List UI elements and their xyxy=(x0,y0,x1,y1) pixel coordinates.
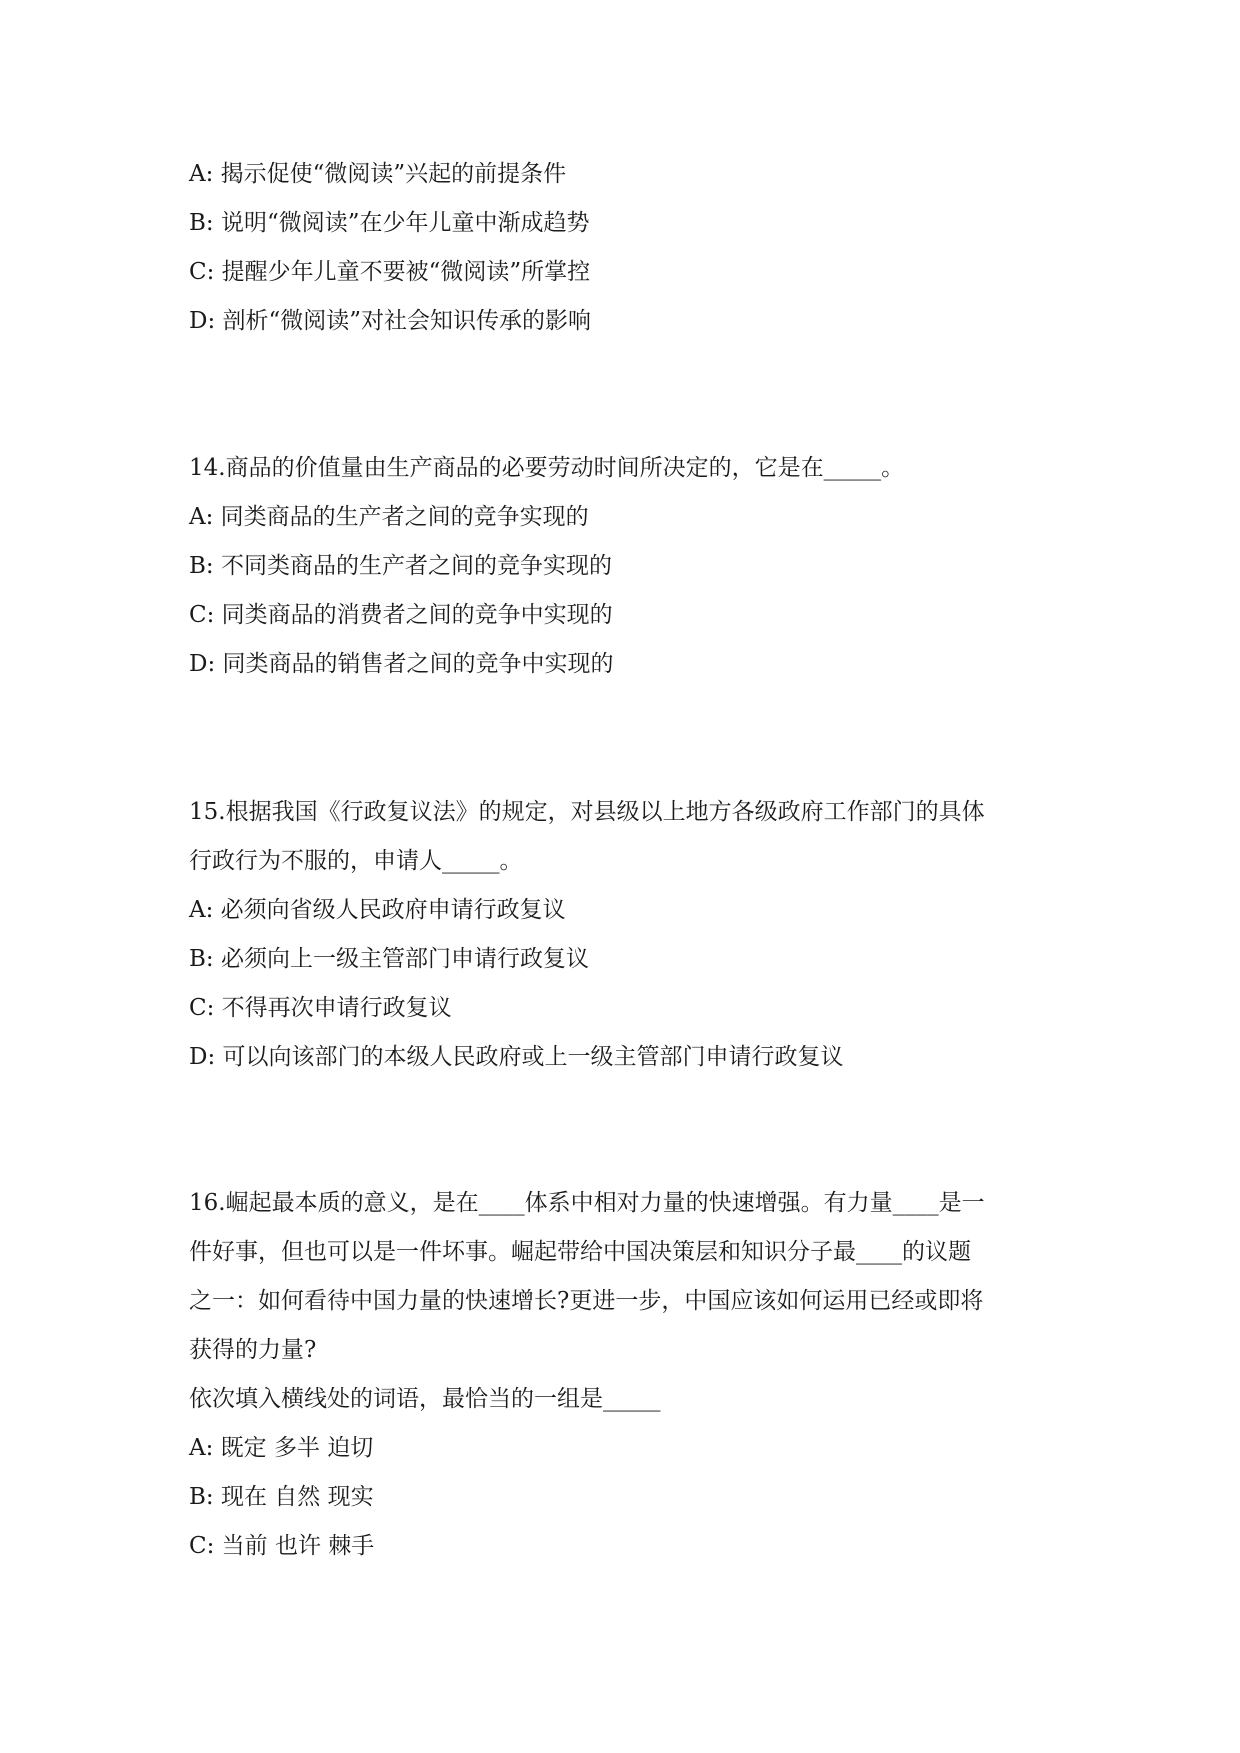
question-16-stem-line-4: 获得的力量? xyxy=(189,1337,317,1363)
question-16-stem-line-3: 之一：如何看待中国力量的快速增长?更进一步，中国应该如何运用已经或即将 xyxy=(189,1288,984,1314)
question-16-instruction: 依次填入横线处的词语，最恰当的一组是_____ xyxy=(189,1386,661,1412)
option-a[interactable]: A: 必须向省级人民政府申请行政复议 xyxy=(189,897,566,923)
question-14-stem: 14.商品的价值量由生产商品的必要劳动时间所决定的，它是在_____。 xyxy=(189,455,905,481)
option-a[interactable]: A: 同类商品的生产者之间的竞争实现的 xyxy=(189,504,589,530)
question-15 xyxy=(189,788,1069,1082)
option-c[interactable]: C: 不得再次申请行政复议 xyxy=(189,995,452,1021)
option-a[interactable]: A: 揭示促使“微阅读”兴起的前提条件 xyxy=(189,161,567,187)
option-c[interactable]: C: 同类商品的消费者之间的竞争中实现的 xyxy=(189,602,613,628)
question-16-stem-line-2: 件好事，但也可以是一件坏事。崛起带给中国决策层和知识分子最____的议题 xyxy=(189,1239,971,1265)
option-c[interactable]: C: 当前 也许 棘手 xyxy=(189,1533,375,1559)
question-15-stem-line-1: 15.根据我国《行政复议法》的规定，对县级以上地方各级政府工作部门的具体 xyxy=(189,799,985,825)
previous-question-options xyxy=(189,150,1069,346)
option-d[interactable]: D: 同类商品的销售者之间的竞争中实现的 xyxy=(189,651,614,677)
option-d[interactable]: D: 剖析“微阅读”对社会知识传承的影响 xyxy=(189,308,592,334)
option-b[interactable]: B: 现在 自然 现实 xyxy=(189,1484,374,1510)
option-b[interactable]: B: 必须向上一级主管部门申请行政复议 xyxy=(189,946,589,972)
question-14 xyxy=(189,444,1069,689)
option-c[interactable]: C: 提醒少年儿童不要被“微阅读”所掌控 xyxy=(189,259,591,285)
option-b[interactable]: B: 说明“微阅读”在少年儿童中渐成趋势 xyxy=(189,210,590,236)
option-a[interactable]: A: 既定 多半 迫切 xyxy=(189,1435,374,1461)
option-d[interactable]: D: 可以向该部门的本级人民政府或上一级主管部门申请行政复议 xyxy=(189,1044,844,1070)
option-b[interactable]: B: 不同类商品的生产者之间的竞争实现的 xyxy=(189,553,612,579)
question-15-stem-line-2: 行政行为不服的，申请人_____。 xyxy=(189,848,523,874)
question-16-stem-line-1: 16.崛起最本质的意义，是在____体系中相对力量的快速增强。有力量____是一 xyxy=(189,1190,985,1216)
question-16 xyxy=(189,1179,1069,1571)
